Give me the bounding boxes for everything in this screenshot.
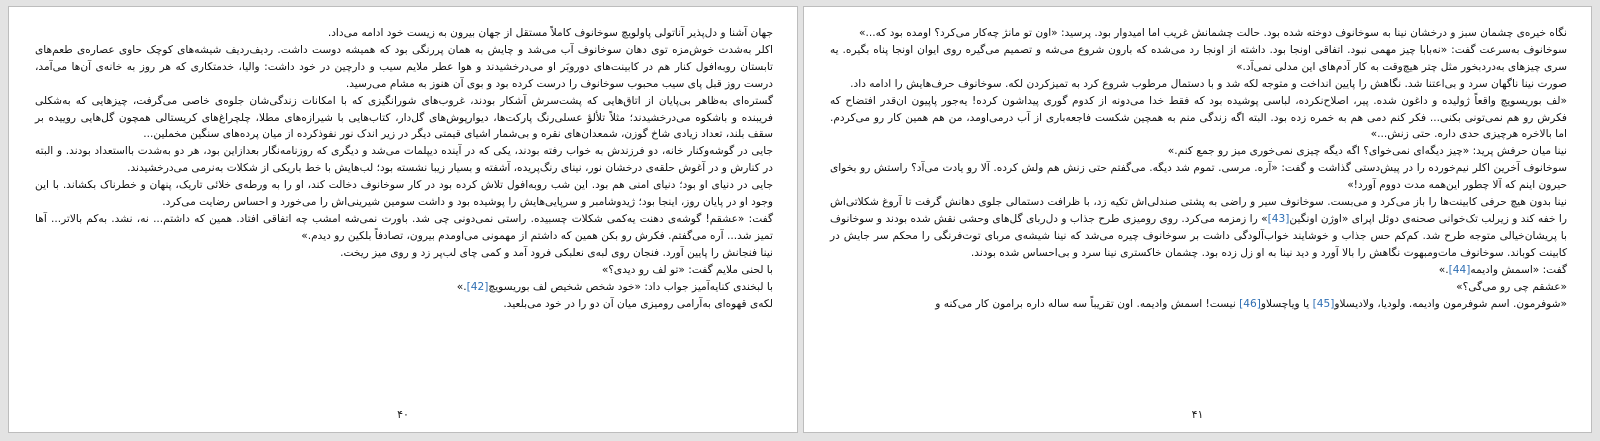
- paragraph: نینا میان حرفش پرید: «چیز دیگه‌ای نمی‌خوای؟ اگه دیگه چیزی نمی‌خوری میز رو جمع کنم.»: [1167, 145, 1567, 158]
- footnote-link[interactable]: [46]: [1239, 297, 1261, 310]
- paragraph: نگاه خیره‌ی چشمان سبز و درخشان نینا به سوخانوف دوخته شده بود. حالت چشمانش غریب اما امیدوار بود. پرسید: «اون تو مانژ چه‌کار می‌کرد؟ اومده بود که...»: [859, 27, 1567, 39]
- paragraph: گستره‌ای به‌ظاهر بی‌پایان از اتاق‌هایی که پشت‌سرش آشکار بودند، غروب‌های شورانگیزی که با امکانات زندگی‌شان جلوه‌ی خاصی می‌گرفت، چیزهایی که به‌شکلی فریبنده و باشکوه می‌درخشیدند؛ مثلاً تلألؤ عسلی‌رنگ پارکت‌ها، دیوارپوش‌های گل‌دار، کتاب‌هایی با شیرازه‌های مطلا، چلچراغ‌های کریستالی همچون گل‌هایی روییده بر سقف بلند، تعداد زیادی شاخ گوزن، شمعدان‌های نقره و بی‌شمار اشیای قیمتی دیگر در زیر اندک نور نفوذکرده از میان پرده‌های سنگین مخملین...: [35, 94, 773, 141]
- paragraph: سوخانوف به‌سرعت گفت: «نه‌بابا چیز مهمی نبود. اتفاقی اونجا بود. داشته از اونجا رد می‌شده که بارون شروع می‌شه و تصمیم می‌گیره روی ایوان اونجا پناه بگیره. یه سری چیزهای به‌دردبخور مثل چتر هیچ‌وقت به کار آدم‌های این مدلی نمی‌آد.»: [830, 43, 1567, 73]
- footnote-link[interactable]: [45]: [1312, 297, 1335, 310]
- left-page-number: ۴۰: [397, 408, 409, 421]
- left-page-text: [35, 25, 773, 312]
- paragraph: سوخانوف آخرین اکلر نیم‌خورده را در پیش‌دستی گذاشت و گفت: «آره. مرسی. تموم شد دیگه. می‌گفتم حتی زنش هم ولش کرده. آلا رو یادت می‌آد؟ راستش رو بخوای حیرون اینم که آلا چطور این‌همه مدت دووم آورد!»: [830, 162, 1567, 192]
- footnote-link[interactable]: [44]: [1448, 263, 1471, 276]
- paragraph: «عشقم چی رو می‌گی؟»: [1456, 280, 1567, 293]
- paragraph: جهان آشنا و دل‌پذیر آناتولی پاولویچ سوخانوف کاملاً مستقل از جهان بیرون به زیست خود ادامه می‌داد.: [327, 27, 773, 39]
- paragraph: لکه‌ی قهوه‌ای به‌آرامی رومیزی میان آن دو را در خود می‌بلعید.: [503, 297, 773, 310]
- right-page-text: [830, 25, 1567, 312]
- paragraph: «لف بوریسویچ واقعاً ژولیده و داغون شده. پیر، اصلاح‌نکرده، لباسی پوشیده بود که فقط خدا می‌دونه از کدوم گوری پیداشون کرده! یه‌جور پاپیون ان‌قدر افتضاح که فکرش رو هم نمی‌تونی بکنی... فکر کنم دمی هم به خمره زده بود. البته اگه زندگی منم به همچین شکست فاجعه‌باری از آب درمی‌اومد، من هم همین کار رو می‌کردم. اما بالاخره هرچیزی حدی داره. حتی زنش...»: [830, 94, 1567, 141]
- paragraph: گفت: «عشقم! گوشه‌ی دهنت یه‌کمی شکلات چسبیده. راستی نمی‌دونی چی شد. باورت نمی‌شه امشب چه اتفاقی افتاد. همین که داشتم... نه، نشد. به‌کم بالاتر... آها تمیز شد... آره می‌گفتم. فکرش رو بکن همین که داشتم از مهمونی می‌اومدم بیرون، تصادفاً بلکین رو دیدم.»: [35, 212, 773, 242]
- paragraph: جایی در دنیای او بود؛ دنیای امنی هم بود. این شب روبه‌افول تلاش کرده بود در کار سوخانوف دخالت کند، او را به ورطه‌ی خلائی تاریک، پنهان و خطرناک بکشاند. با این وجود او در پایان روز، اینجا بود؛ ژیدوشامبر و سرپایی‌هایش را پوشیده بود و داشت سومین شیرینی‌اش را می‌خورد و احساس رضایت می‌کرد.: [35, 179, 773, 209]
- right-page: [803, 6, 1592, 433]
- paragraph: صورت نینا ناگهان سرد و بی‌اعتنا شد. نگاهش را پایین انداخت و متوجه لکه شد و با دستمال مرطوب شروع کرد به تمیزکردن لکه. سوخانوف حرف‌هایش را ادامه داد.: [850, 77, 1567, 90]
- paragraph: «شوفرمون. اسم شوفرمون وادیمه. ولودیا، ولادیسلاو[45] یا ویاچسلاو[46] نیست! اسمش وادیمه. اون تقریباً سه ساله داره برامون کار می‌کنه و: [935, 297, 1567, 310]
- paragraph: با لبخندی کنایه‌آمیز جواب داد: «خود شخص شخیص لف بوریسویچ[42].»: [456, 280, 773, 293]
- footnote-link[interactable]: [43]: [1267, 212, 1290, 225]
- paragraph: اکلر به‌شدت خوش‌مزه توی دهان سوخانوف آب می‌شد و چایش به همان پررنگی بود که همیشه دوست داشت. ردیف‌ردیف شیشه‌های کوچک حاوی عصاره‌ی طعم‌های تابستان روبه‌افول کنار هم در کابینت‌های دوروبَر او می‌درخشیدند و هوا عطر ملایم سیب و دارچین در خود داشت: والیا، خدمتکاری که هر روز به خانه‌ی آن‌ها می‌آمد، درست روز قبل پای سیب محبوب سوخانوف را درست کرده بود و بوی آن هنوز به مشام می‌رسید.: [35, 43, 773, 90]
- left-page: [8, 6, 798, 433]
- paragraph: جایی در گوشه‌وکنار خانه، دو فرزندش به خواب رفته بودند، یکی که در آینده دیپلمات می‌شد و دیگری که روزنامه‌نگار بعدازاین بود، هر دو به‌شدت بااستعداد بودند. و البته در کنارش و در آغوش حلقه‌ی درخشان نور، نینای رنگ‌پریده، آشفته و بسیار زیبا نشسته بود؛ لب‌هایش با خط باریکی از شکلات به‌نرمی می‌درخشیدند.: [35, 145, 773, 175]
- footnote-link[interactable]: [42]: [466, 280, 489, 293]
- paragraph: گفت: «اسمش وادیمه[44].»: [1438, 263, 1567, 276]
- paragraph: نینا بدون هیچ حرفی کابینت‌ها را باز می‌کرد و می‌بست. سوخانوف سیر و راضی به پشتی صندلی‌اش تکیه زد، با ظرافت دستمالی جلوی دهانش گرفت تا آروغ شکلاتی‌اش را خفه کند و زیرلب تک‌خوانی صحنه‌ی دوئل اپرای «اوژن اونگین[43]» را زمزمه می‌کرد. روی رومیزی طرح جذاب و دل‌ربای گل‌های وحشی نقش شده بودند و سوخانوف با پریشان‌خیالی متوجه طرح شد. کم‌کم حس جذاب و خوشایند خواب‌آلودگی داشت بر سوخانوف چیره می‌شد که نینا شیشه‌ی مربای توت‌فرنگی را محکم سر جایش در کابینت کوباند. سوخانوف مات‌ومبهوت نگاهش را بالا آورد و دید نینا به او زل زده بود. چشمان خاکستری نینا سرد و بی‌احساس شده بودند.: [830, 196, 1567, 259]
- paragraph: با لحنی ملایم گفت: «تو لف رو دیدی؟»: [601, 263, 773, 276]
- right-page-number: ۴۱: [1191, 408, 1204, 421]
- paragraph: نینا فنجانش را پایین آورد. فنجان روی لبه‌ی نعلبکی فرود آمد و کمی چای لب‌پر زد و روی میز ریخت.: [340, 246, 773, 259]
